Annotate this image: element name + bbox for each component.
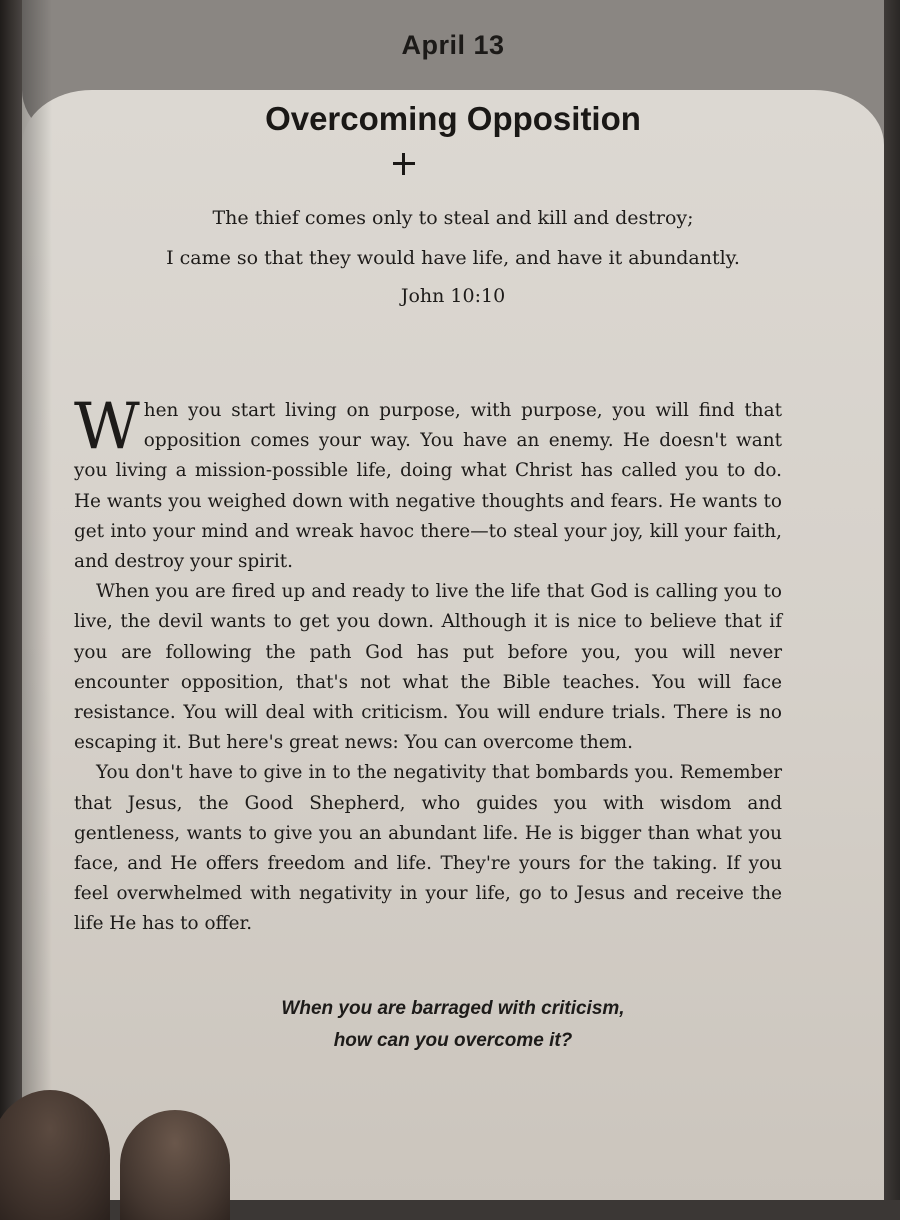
paragraph-3: You don't have to give in to the negativity that bombards you. Remember that Jesus, the Good Shepherd, who guides you with wisdom and gentleness, wants to give you an abundant life. He is bigger than what you face, and He offers freedom and life. They're yours for the taking. If you feel overwhelmed with negativity in your life, go to Jesus and receive the life He has to offer. <box>74 762 782 935</box>
drop-cap: W <box>74 390 140 464</box>
book-page <box>22 0 884 1200</box>
reflection-question-line-2: how can you overcome it? <box>333 1030 573 1051</box>
devotional-body <box>74 390 782 940</box>
page-title: Overcoming Opposition <box>265 100 641 137</box>
thumb-right <box>120 1110 230 1220</box>
gutter-shadow <box>22 0 52 1200</box>
paragraph-1-text: hen you start living on purpose, with purpose, you will find that opposition comes your way. You have an enemy. He doesn't want you living a mission-possible life, doing what Christ has called you to do. He wants you weighed down with negative thoughts and fears. He wants to get into your mind and wreak havoc there—to steal your joy, kill your faith, and destroy your spirit. <box>74 400 782 573</box>
thumb-left <box>0 1090 110 1220</box>
paragraph-1 <box>74 390 782 577</box>
reflection-question-line-1: When you are barraged with criticism, <box>281 998 625 1019</box>
page-date: April 13 <box>401 30 505 60</box>
verse-reference: John 10:10 <box>400 285 506 307</box>
cross-icon <box>393 153 415 175</box>
verse-line-1: The thief comes only to steal and kill and destroy; <box>212 207 694 229</box>
paragraph-2: When you are fired up and ready to live the life that God is calling you to live, the devil wants to get you down. Although it is nice to believe that if you are following the path God has put before you, you will never encounter opposition, that's not what the Bible teaches. You will face resistance. You will deal with criticism. You will endure trials. There is no escaping it. But here's great news: You can overcome them. <box>74 581 782 754</box>
verse-line-2: I came so that they would have life, and have it abundantly. <box>166 247 740 269</box>
